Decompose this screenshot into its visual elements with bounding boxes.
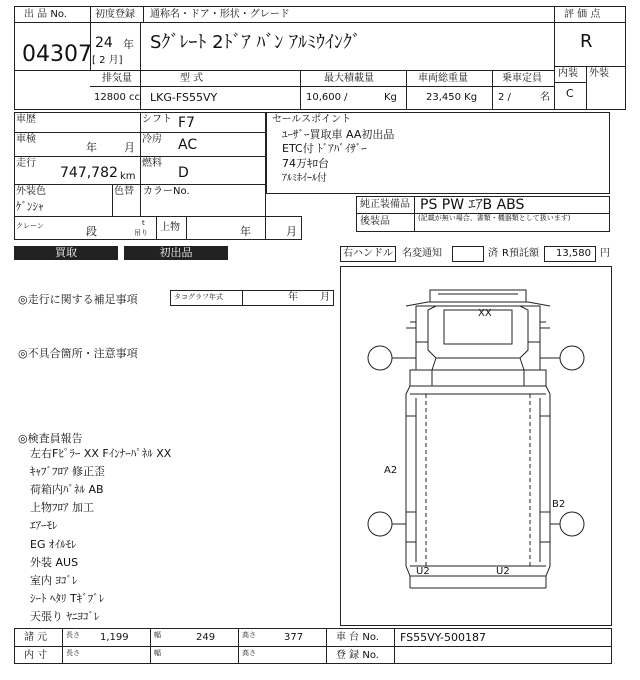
mileage: 747,782: [60, 165, 118, 181]
name-change-box: [452, 246, 484, 262]
recycle-label: 済: [488, 248, 498, 259]
upper-month: 月: [286, 225, 297, 238]
length-label: 長さ: [66, 631, 80, 639]
load-label: 最大積載量: [324, 73, 374, 84]
ext-color-label: 外装色: [16, 186, 46, 197]
color-no-label: 色替: [114, 186, 134, 197]
lot-label: 出 品 No.: [24, 9, 67, 20]
history-label: 車歴: [16, 114, 36, 125]
aftermarket-label: 後装品: [360, 216, 390, 227]
selling-point-2: ETC付 ﾄﾞｱﾊﾞｲｻﾞｰ: [282, 142, 367, 155]
mark-u2-left: U2: [416, 566, 430, 577]
dims-label: 諸 元: [24, 632, 48, 643]
upper-frame: [186, 216, 302, 240]
inspector-line-7: 外装 AUS: [30, 556, 79, 569]
upper-label: 上物: [160, 222, 180, 233]
inspector-line-8: 室内 ﾖｺﾞﾚ: [30, 574, 78, 587]
inspector-line-3: 荷箱内ﾊﾟﾈﾙ AB: [30, 483, 104, 496]
height-value: 377: [284, 632, 304, 643]
interior-height-label: 高さ: [242, 649, 256, 657]
model: LKG-FS55VY: [150, 91, 218, 104]
crane-label: クレーン: [16, 222, 44, 230]
mark-b2: B2: [552, 499, 566, 510]
tacho-year: 年: [288, 292, 298, 303]
shift: F7: [178, 115, 195, 131]
reg-year: 24: [95, 35, 113, 51]
ac: AC: [178, 137, 198, 153]
exterior-label: 外装: [589, 68, 609, 79]
selling-point-3: 74万ｷﾛ台: [282, 157, 329, 170]
interior-length-label: 長さ: [66, 649, 80, 657]
aftermarket-note: (記載が無い場合、書類・機器類として扱います): [418, 214, 571, 222]
max-load: 10,600 /: [306, 92, 348, 103]
mileage-unit: km: [120, 171, 136, 182]
inspector-line-2: ｷｬﾌﾞﾌﾛｱ 修正歪: [30, 465, 105, 478]
chassis-label: 車 台 No.: [336, 632, 379, 643]
buy-badge: 買取: [14, 246, 118, 260]
crane-stage: 段: [86, 225, 97, 238]
load-unit: Kg: [384, 92, 397, 103]
disp-label: 排気量: [102, 73, 132, 84]
crane-hang: 吊り: [134, 229, 148, 237]
recycle-fee: 13,580: [556, 248, 591, 259]
length-value: 1,199: [100, 632, 129, 643]
ext-color: ｹﾞﾝｼｬ: [16, 200, 44, 213]
gvw-label: 車両総重量: [418, 73, 468, 84]
mark-a2: A2: [384, 465, 398, 476]
inspector-line-9: ｼｰﾄ ﾍﾀﾘ Tｷﾞﾌﾞﾚ: [30, 592, 105, 605]
tacho-month: 月: [320, 292, 330, 303]
height-label: 高さ: [242, 631, 256, 639]
interior-dims-label: 内 寸: [24, 650, 48, 661]
displacement: 12800 cc: [94, 92, 140, 103]
mileage-label: 走行: [16, 158, 36, 169]
inspection-month: 月: [124, 141, 135, 154]
capacity-unit: 名: [540, 92, 550, 103]
fuel: D: [178, 165, 189, 181]
genuine-label: 純正装備品: [360, 199, 410, 210]
interior-width-label: 幅: [154, 649, 161, 657]
reg-year-unit: 年: [123, 38, 134, 51]
mark-u2-right: U2: [496, 566, 510, 577]
gross-weight: 23,450 Kg: [426, 92, 478, 103]
first-reg-label: 初度登録: [95, 9, 135, 20]
upper-year: 年: [240, 225, 251, 238]
lot-number: 04307: [22, 42, 92, 67]
genuine-equipment: PS PW ｴｱB ABS: [420, 197, 525, 213]
selling-point-4: ｱﾙﾐﾎｲｰﾙ付: [282, 173, 327, 184]
selling-points-label: セールスポイント: [272, 114, 352, 125]
inspection-year: 年: [86, 141, 97, 154]
width-value: 249: [196, 632, 216, 643]
vehicle-name: Sｸﾞﾚｰﾄ 2ﾄﾞｱ ﾊﾞﾝ ｱﾙﾐｳｲﾝｸﾞ: [150, 32, 362, 53]
eval-label: 評 価 点: [564, 9, 601, 20]
width-label: 幅: [154, 631, 161, 639]
selling-point-1: ﾕｰｻﾞｰ買取車 AA初出品: [282, 128, 395, 141]
interior-grade: C: [566, 87, 574, 100]
first-listing-badge: 初出品: [124, 246, 228, 260]
ac-label: 冷房: [142, 134, 162, 145]
capacity: 2 /: [498, 92, 511, 103]
cap-label: 乗車定員: [502, 73, 542, 84]
truck-diagram: [340, 266, 612, 626]
reg-no-label: 登 録 No.: [336, 650, 379, 661]
defects-label: ◎不具合箇所・注意事項: [18, 347, 138, 360]
right-handle-badge: 右ハンドル: [340, 246, 396, 262]
inspection-label: 車検: [16, 134, 36, 145]
fuel-label: 燃料: [142, 158, 162, 169]
chassis-number: FS55VY-500187: [400, 631, 487, 644]
inspector-label: ◎検査員報告: [18, 432, 83, 445]
mileage-note: ◎走行に関する補足事項: [18, 293, 138, 306]
recycle-unit: 円: [600, 248, 610, 259]
tacho-label: タコグラフ年式: [174, 293, 223, 301]
inspector-line-10: 天張り ﾔﾆﾖｺﾞﾚ: [30, 610, 100, 623]
grade-label: 通称名・ドア・形状・グレード: [150, 9, 290, 20]
color-no-label2: カラーNo.: [143, 186, 190, 197]
crane-t: t: [142, 219, 145, 227]
inspector-line-5: ｴｱｰﾓﾚ: [30, 519, 58, 532]
inspector-line-6: EG ｵｲﾙﾓﾚ: [30, 538, 77, 551]
recycle-fee-label: R預託額: [502, 248, 539, 259]
shift-label: シフト: [142, 114, 172, 125]
interior-label: 内装: [558, 68, 578, 79]
inspector-line-1: 左右Fﾋﾟﾗｰ XX Fｲﾝﾅｰﾊﾟﾈﾙ XX: [30, 447, 172, 460]
model-label: 型 式: [180, 73, 204, 84]
name-change-label: 名変通知: [402, 248, 442, 259]
reg-month: [ 2 月]: [92, 55, 123, 66]
inspector-line-4: 上物ﾌﾛｱ 加工: [30, 501, 94, 514]
eval-score: R: [580, 31, 593, 52]
mark-xx: XX: [478, 308, 492, 319]
